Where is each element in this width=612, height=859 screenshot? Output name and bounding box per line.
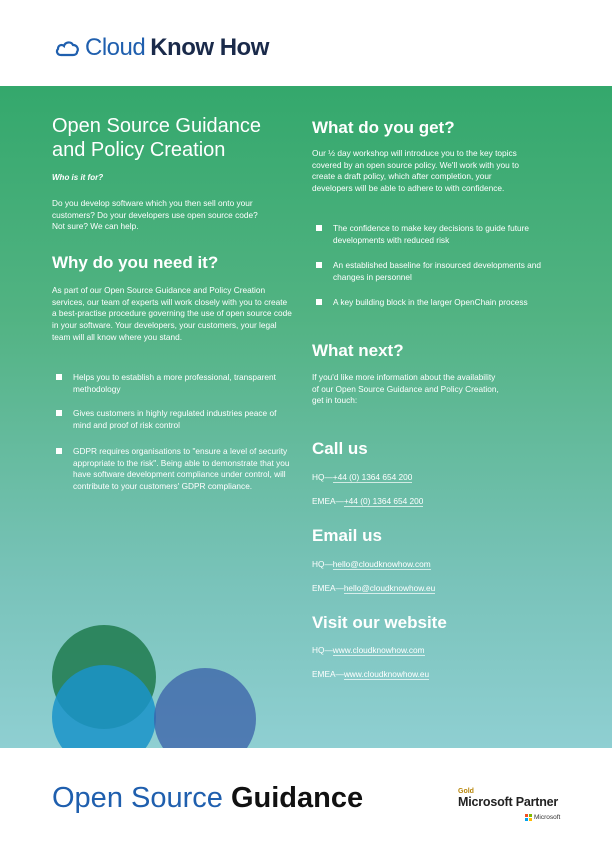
cloud-icon <box>55 38 81 58</box>
brand-logo <box>55 34 269 62</box>
badge-name: Microsoft Partner <box>458 795 559 809</box>
bullet-square-icon <box>56 448 62 454</box>
right-bullet-3 <box>316 297 556 309</box>
web-emea: EMEA—www.cloudknowhow.eu <box>312 669 430 679</box>
right-bullet-2 <box>316 260 556 283</box>
left-bullet-list-2 <box>56 408 296 431</box>
call-emea-link[interactable]: +44 (0) 1364 654 200 <box>343 496 424 506</box>
email-emea: EMEA—hello@cloudknowhow.eu <box>312 583 436 593</box>
web-hq: HQ—www.cloudknowhow.com <box>312 645 425 655</box>
email-emea-link[interactable]: hello@cloudknowhow.eu <box>343 583 436 593</box>
next-text: If you'd like more information about the availability of our Open Source Guidance and Policy Creation, get in touch: <box>312 372 499 406</box>
call-heading: Call us <box>312 439 368 458</box>
bullet-square-icon <box>316 262 322 268</box>
who-text: Do you develop software which you then sell onto your customers? Do your developers use open source code? Not sure? We can help. <box>52 198 258 232</box>
web-hq-link[interactable]: www.cloudknowhow.com <box>332 645 425 655</box>
bullet-square-icon <box>316 225 322 231</box>
call-hq-link[interactable]: +44 (0) 1364 654 200 <box>332 472 413 482</box>
list-item: Gives customers in highly regulated industries peace of mind and proof of risk control <box>56 408 296 431</box>
left-bullet-list-3 <box>56 446 296 493</box>
email-hq: HQ—hello@cloudknowhow.com <box>312 559 431 569</box>
brand-knowhow: Know How <box>150 34 269 61</box>
why-heading: Why do you need it? <box>52 253 219 272</box>
list-item: Helps you to establish a more professional, transparent methodology <box>56 372 296 395</box>
web-emea-link[interactable]: www.cloudknowhow.eu <box>343 669 430 679</box>
call-emea: EMEA—+44 (0) 1364 654 200 <box>312 496 424 506</box>
email-heading: Email us <box>312 526 382 545</box>
list-item: GDPR requires organisations to "ensure a level of security appropriate to the risk". Being able to demonstrate that you have software development compliance under control, will contribute to your customers' GDPR compliance. <box>56 446 296 493</box>
get-text: Our ½ day workshop will introduce you to the key topics covered by an open source policy. We'll work with you to create a draft policy, which after completion, your developers will be able to adhere to with confidence. <box>312 148 519 194</box>
microsoft-partner-badge <box>458 788 568 821</box>
call-hq: HQ—+44 (0) 1364 654 200 <box>312 472 413 482</box>
bullet-square-icon <box>56 410 62 416</box>
page-header <box>0 0 612 86</box>
who-label: Who is it for? <box>52 173 104 182</box>
list-item: A key building block in the larger OpenChain process <box>316 297 556 309</box>
bullet-square-icon <box>316 299 322 305</box>
why-text: As part of our Open Source Guidance and Policy Creation services, our team of experts will work closely with you to create a best-practise procedure governing the use of open source code in your software. Your developers, your customers, your legal team will all know where you stand. <box>52 285 292 342</box>
list-item: The confidence to make key decisions to guide future developments with reduced risk <box>316 223 556 246</box>
web-heading: Visit our website <box>312 613 447 632</box>
next-heading: What next? <box>312 341 404 360</box>
list-item: An established baseline for insourced developments and changes in personnel <box>316 260 556 283</box>
right-bullet-1 <box>316 223 556 246</box>
microsoft-logo: Microsoft <box>525 814 560 821</box>
left-bullet-list <box>56 372 296 395</box>
get-heading: What do you get? <box>312 118 455 137</box>
badge-tier: Gold <box>458 788 474 795</box>
email-hq-link[interactable]: hello@cloudknowhow.com <box>332 559 431 569</box>
page-title: Open Source Guidance and Policy Creation <box>52 115 262 161</box>
bullet-square-icon <box>56 374 62 380</box>
microsoft-windows-icon <box>525 814 532 821</box>
footer-title: Open Source Guidance <box>52 782 364 814</box>
brand-cloud: Cloud <box>85 34 146 61</box>
